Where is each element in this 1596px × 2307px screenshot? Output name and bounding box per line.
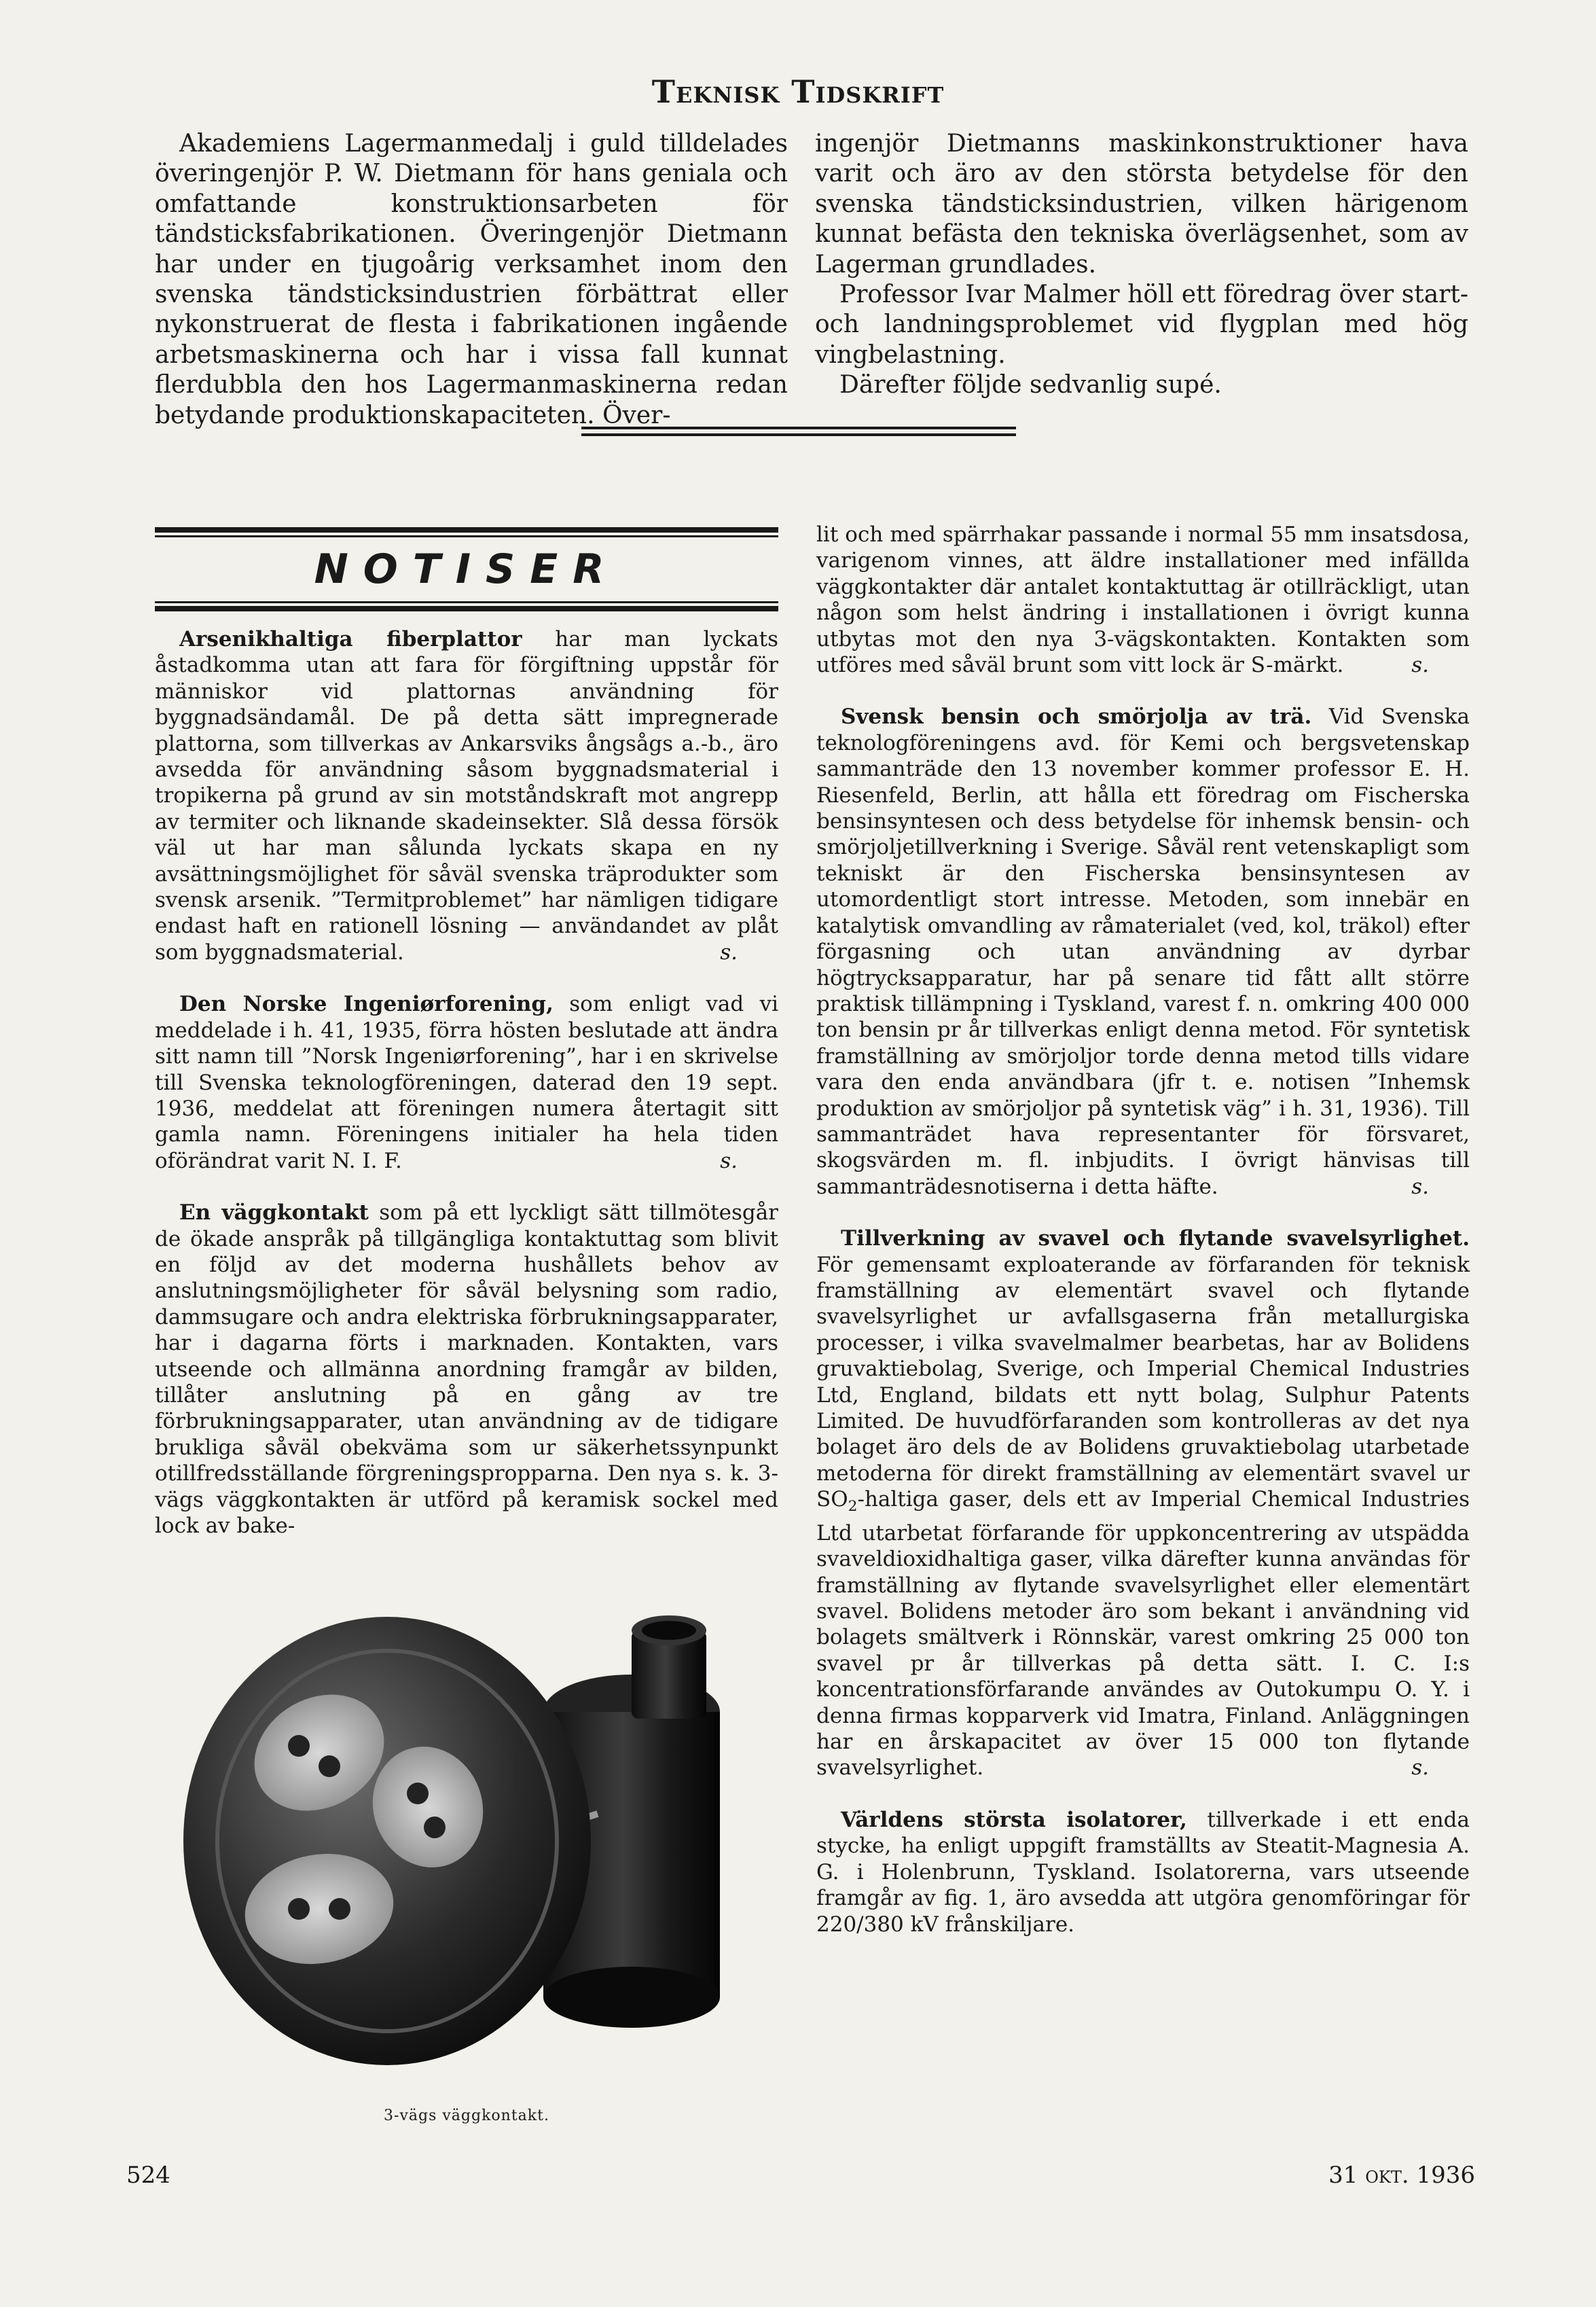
top-columns xyxy=(155,129,1470,429)
rule xyxy=(155,535,778,537)
article-heading: Svensk bensin och smörjolja av trä. xyxy=(841,704,1312,730)
signature: s. xyxy=(720,1148,738,1173)
section-header xyxy=(155,527,778,611)
socket-cover xyxy=(183,1617,591,2065)
article-heading: Arsenikhaltiga fiberplattor xyxy=(179,627,522,651)
signature: s. xyxy=(720,940,738,965)
article-arsenic xyxy=(155,626,778,965)
article-norske xyxy=(155,991,778,1174)
page-number: 524 xyxy=(126,2162,170,2189)
rule xyxy=(155,606,778,611)
article-body: För gemensamt exploaterande av förfaranden för teknisk framställning av elementärt svavel och flytande svavelsyrlighet ur avfallsgaserna från metallurgiska processer, i vilka svavelmalmer bearbetas, har av Bolidens gruvaktiebolag, Sverige, och Imperial Chemical Industries Ltd, England, bildats ett nytt bolag, Sulphur Patents Limited. De huvudförfaranden som kontrolleras av det nya bolaget äro dels de av Bolidens gruvaktiebolag utarbetade metoderna för direkt framställning av elementärt svavel ur SO xyxy=(816,1252,1470,1512)
section-title: NOTISER xyxy=(314,546,619,593)
running-head: Teknisk Tidskrift xyxy=(651,73,945,110)
section-divider xyxy=(581,427,1016,436)
rule xyxy=(155,527,778,533)
signature: s. xyxy=(1411,653,1429,678)
wall-socket-illustration xyxy=(163,1590,774,2092)
left-column xyxy=(155,626,778,1564)
article-body: Vid Svenska teknologföreningens avd. för Kemi och bergsvetenskap sammanträde den 13 november kommer professor E. H. Riesenfeld, Berlin, att hålla ett föredrag om Fischerska bensinsyntesen och dess betydelse för inhemsk bensin- och smörjoljetillverkning i Sverige. Såväl rent vetenskapligt som tekniskt är den Fischerska bensinsyntesen av utomordentligt stort intresse. Metoden, som innebär en katalytisk omvandling av råmaterialet (ved, kol, träkol) efter förgasning och utan användning av dyrbar högtrycksapparatur, har på senare tid fått allt större praktisk tillämpning i Tyskland, varest f. n. omkring 400 000 ton bensin pr år tillverkas enligt denna metod. För syntetisk framställning av smörjoljor torde denna metod tills vidare vara den enda användbara (jfr t. e. notisen ”Inhemsk produktion av smörjoljor på syntetisk väg” i h. 31, 1936). Till sammanträdet hava representanter för försvaret, skogsvärden m. fl. inbjudits. I övrigt hänvisas till sammanträdesnotiserna i detta häfte. xyxy=(816,704,1470,1199)
article-heading: Världens största isolatorer, xyxy=(841,1807,1187,1832)
award-paragraph: Akademiens Lagermanmedalj i guld tilldelades överingenjör P. W. Dietmann för hans geniala och omfattande konstruktionsarbeten för tändsticksfabrikationen. Överingenjör Dietmann har under en tjugoårig verksamhet inom den svenska tändsticksindustrien förbättrat eller nykonstruerat de flesta i fabrikationen ingående arbetsmaskinerna och har i vissa fall kunnat flerdubbla den hos Lagermanmaskinerna redan betydande produktionskapaciteten. Över- xyxy=(155,130,788,429)
top-right-column xyxy=(815,129,1468,401)
article-body: tillverkade i ett enda stycke, ha enligt uppgift framställts av Steatit-Magnesia A. G. i Holenbrunn, Tyskland. Isolatorerna, vars utseende framgår av fig. 1, äro avsedda att utgöra genomföringar för 220/380 kV frånskiljare. xyxy=(816,1807,1470,1937)
dinner-paragraph: Därefter följde sedvanlig supé. xyxy=(839,371,1222,399)
signature: s. xyxy=(1411,1174,1429,1199)
article-body: har man lyckats åstadkomma utan att fara för förgiftning uppstår för människor vid plattornas användning för byggnadsändamål. De på detta sätt impregnerade plattorna, som tillverkas av Ankarsviks ångsågs a.-b., äro avsedda för användning såsom byggnadsmaterial i tropikerna på grund av sin motståndskraft mot angrepp av termiter och liknande skadeinsekter. Slå dessa försök väl ut har man sålunda lyckats skapa en ny avsättningsmöjlighet för såväl svenska träprodukter som svensk arsenik. ”Termitproblemet” har nämligen tidigare endast haft en rationell lösning — användandet av plåt som byggnadsmaterial. xyxy=(155,627,778,965)
article-isolatorer xyxy=(816,1807,1470,1937)
article-bensin xyxy=(816,704,1470,1200)
article-heading: En väggkontakt xyxy=(179,1200,369,1226)
award-paragraph-continued: ingenjör Dietmanns maskinkonstruktioner hava varit och äro av den största betydelse för den svenska tändsticksindustrien, vilken härigenom kunnat befästa den tekniska överlägsenhet, som av Lagerman grundlades. xyxy=(815,130,1468,279)
article-body: lit och med spärrhakar passande i normal 55 mm insatsdosa, varigenom vinnes, att äldre installationer med infällda väggkontakter där antalet kontaktuttag är otillräckligt, utan någon som helst ändring i installationen i övrigt kunna utbytas mot den nya 3-vägskontakten. Kontakten som utföres med såväl brunt som vitt lock är S-märkt. xyxy=(816,522,1470,678)
right-column xyxy=(816,522,1470,1963)
article-heading: Tillverkning av svavel och flytande svavelsyrlighet. xyxy=(841,1226,1470,1251)
subscript: 2 xyxy=(848,1498,858,1516)
issue-date: 31 okt. 1936 xyxy=(1328,2162,1475,2189)
article-body: som på ett lyckligt sätt tillmötesgår de ökade anspråk på tillgängliga kontaktuttag som blivit en följd av det moderna hushållets behov av anslutningsmöjligheter för såväl belysning som radio, dammsugare och andra elektriska förbrukningsapparater, har i dagarna förts i marknaden. Kontakten, vars utseende och allmänna anordning framgår av bilden, tillåter anslutning på en gång av tre förbrukningsapparater, utan användning av de tidigare brukliga såväl obekväma som ur säkerhetssynpunkt otillfredsställande förgreningspropparna. Den nya s. k. 3-vägs väggkontakten är utförd på keramisk sockel med lock av bake- xyxy=(155,1200,779,1538)
top-left-column xyxy=(155,129,788,431)
figure-caption: 3-vägs väggkontakt. xyxy=(384,2107,549,2124)
signature: s. xyxy=(1411,1755,1429,1781)
article-vaggkontakt xyxy=(155,1200,778,1539)
article-heading: Den Norske Ingeniørforening, xyxy=(179,992,554,1017)
article-vaggkontakt-continued xyxy=(816,522,1470,678)
rule xyxy=(155,601,778,603)
article-body: -haltiga gaser, dels ett av Imperial Chemical Industries Ltd utarbetat förfarande för uppkoncentrering av utspädda svaveldioxidhaltiga gaser, vilka därefter kunna användas för framställning av flytande svavelsyrlighet eller elementärt svavel. Bolidens metoder äro som bekant i användning vid bolagets smältverk i Rönnskär, varest omkring 25 000 ton svavel pr år tillverkas på detta sätt. I. C. I:s koncentrationsförfarande användes av Outokumpu O. Y. i denna firmas kopparverk vid Imatra, Finland. Anläggningen har en årskapacitet av över 15 000 ton flytande svavelsyrlighet. xyxy=(816,1487,1470,1781)
wall-socket-photo xyxy=(163,1590,774,2092)
article-body: som enligt vad vi meddelade i h. 41, 1935, förra hösten beslutade att ändra sitt namn till ”Norsk Ingeniørforening”, har i en skrivelse till Svenska teknologföreningen, daterad den 19 sept. 1936, meddelat att föreningen numera återtagit sitt gamla namn. Föreningens initialer ha hela tiden oförändrat varit N. I. F. xyxy=(155,992,778,1173)
article-svavel xyxy=(816,1226,1470,1781)
lecture-paragraph: Professor Ivar Malmer höll ett föredrag över start- och landningsproblemet vid flygplan med hög vingbelastning. xyxy=(815,281,1468,369)
